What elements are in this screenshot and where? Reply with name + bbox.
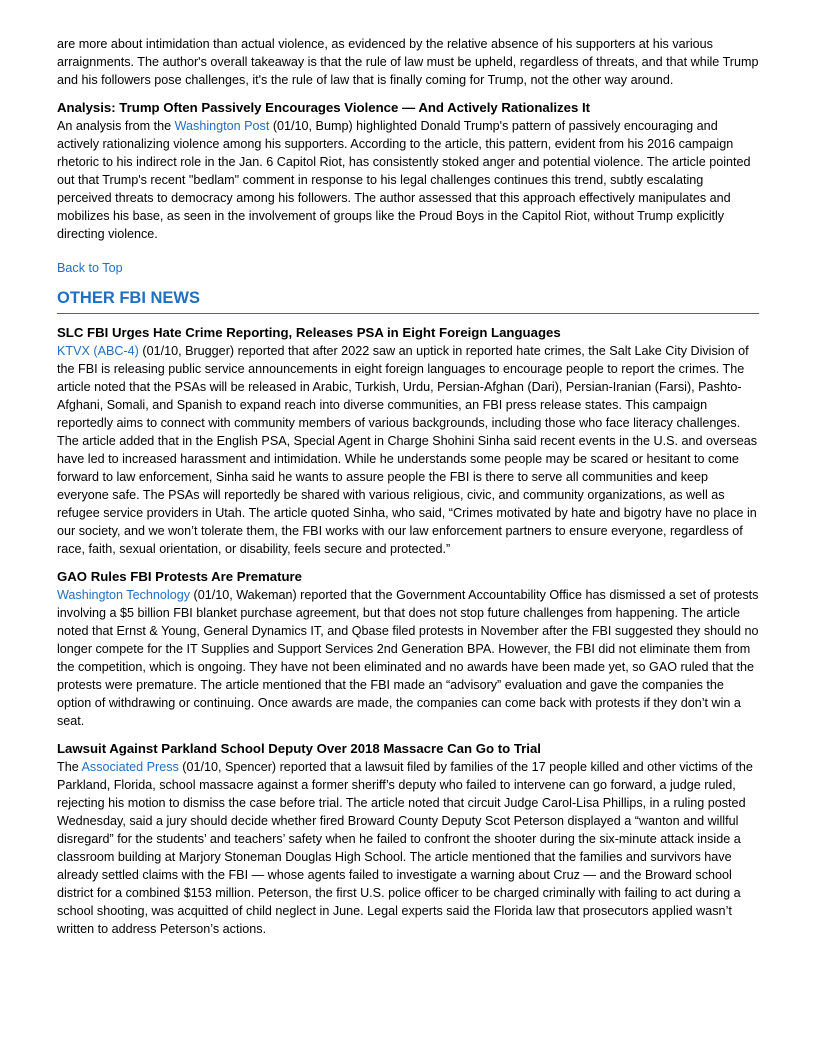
article-body	[57, 117, 759, 243]
intro-paragraph: are more about intimidation than actual violence, as evidenced by the relative absence of his supporters at his various arraignments. The author's overall takeaway is that the rule of law must be upheld, regardless of threats, and that while Trump and his followers pose challenges, it's the rule of law that is finally coming for Trump, not the other way around.	[57, 37, 759, 87]
article-text: (01/10, Wakeman) reported that the Government Accountability Office has dismissed a set of protests involving a $5 billion FBI blanket purchase agreement, but that does not stop future challenges from happening. The article noted that Ernst & Young, General Dynamics IT, and Qbase filed protests in November after the FBI suggested they should no longer compete for the IT Supplies and Support Services 2nd Generation BPA. However, the FBI did not eliminate them from the competition, which is ongoing. They have not been eliminated and no awards have been made yet, so GAO ruled that the protests were premature. The article mentioned that the FBI made an “advisory” evaluation and gave the companies the option of withdrawing or continuing. Once awards are made, the companies can come back with protests if they don’t win a seat.	[57, 588, 759, 728]
source-link-ktvx[interactable]: KTVX (ABC-4)	[57, 344, 139, 358]
section-title-other-fbi-news: OTHER FBI NEWS	[57, 287, 759, 314]
article-prefix: An analysis from the	[57, 119, 175, 133]
article-body	[57, 342, 759, 558]
article-body	[57, 758, 759, 938]
back-to-top-link[interactable]: Back to Top	[57, 261, 123, 275]
article-headline: SLC FBI Urges Hate Crime Reporting, Releases PSA in Eight Foreign Languages	[57, 325, 561, 340]
article-headline: Analysis: Trump Often Passively Encourages Violence — And Actively Rationalizes It	[57, 100, 591, 115]
article-parkland-lawsuit	[57, 740, 759, 938]
article-headline: Lawsuit Against Parkland School Deputy Over 2018 Massacre Can Go to Trial	[57, 741, 541, 756]
article-body	[57, 586, 759, 730]
article-slc-hate-crime	[57, 324, 759, 558]
document-content	[57, 35, 759, 948]
article-text: (01/10, Spencer) reported that a lawsuit filed by families of the 17 people killed and other victims of the Parkland, Florida, school massacre against a former sheriff’s deputy who failed to intervene can go forward, a judge ruled, rejecting his motion to dismiss the case before trial. The article noted that circuit Judge Carol-Lisa Phillips, in a ruling posted Wednesday, said a jury should decide whether fired Broward County Deputy Scot Peterson displayed a “wanton and willful disregard” for the students’ and teachers’ safety when he failed to confront the shooter during the six-minute attack inside a classroom building at Marjory Stoneman Douglas High School. The article mentioned that the families and survivors have already settled claims with the FBI — whose agents failed to investigate a warning about Cruz — and the Broward school district for a combined $153 million. Peterson, the first U.S. police officer to be charged criminally with failing to act during a school shooting, was acquitted of child neglect in June. Legal experts said the Florida law that prosecutors applied wasn’t written to address Peterson’s actions.	[57, 760, 753, 936]
article-headline: GAO Rules FBI Protests Are Premature	[57, 569, 303, 584]
article-prefix: The	[57, 760, 82, 774]
source-link-associated-press[interactable]: Associated Press	[81, 760, 179, 774]
article-text: (01/10, Brugger) reported that after 2022 saw an uptick in reported hate crimes, the Salt Lake City Division of the FBI is releasing public service announcements in eight foreign languages to encourage people to report the crimes. The article noted that the PSAs will be released in Arabic, Turkish, Urdu, Persian-Afghan (Dari), Persian-Iranian (Farsi), Pashto-Afghani, Somali, and Spanish to expand reach into diverse communities, an FBI press release states. This campaign reportedly aims to connect with community members of various backgrounds, including those who face literacy challenges. The article added that in the English PSA, Special Agent in Charge Shohini Sinha said recent events in the U.S. and overseas have led to increased harassment and intimidation. While he understands some people may be scared or hesitant to come forward to law enforcement, Sinha said he wants to assure people the FBI is there to serve all communities and keep everyone safe. The PSAs will reportedly be shared with various religious, civic, and community organizations, as well as refugee service providers in Utah. The article quoted Sinha, who said, “Crimes motivated by hate and bigotry have no place in our society, and we won’t tolerate them, the FBI works with our law enforcement partners to ensure everyone, regardless of race, faith, sexual orientation, or disability, feels secure and protected.”	[57, 344, 758, 556]
article-trump-violence	[57, 99, 759, 243]
article-gao-protests	[57, 568, 759, 730]
source-link-washington-post[interactable]: Washington Post	[174, 119, 270, 133]
source-link-washington-technology[interactable]: Washington Technology	[57, 588, 191, 602]
article-text: (01/10, Bump) highlighted Donald Trump's pattern of passively encouraging and actively rationalizing violence among his supporters. According to the article, this pattern, evident from his 2016 campaign rhetoric to his indirect role in the Jan. 6 Capitol Riot, has consistently stoked anger and potential violence. The article pointed out that Trump's recent "bedlam" comment in response to his legal challenges continues this trend, subtly escalating perceived threats to democracy among his followers. The author assessed that this approach effectively manipulates and mobilizes his base, as seen in the involvement of groups like the Proud Boys in the Capitol Riot, without Trump explicitly directing violence.	[57, 119, 751, 241]
